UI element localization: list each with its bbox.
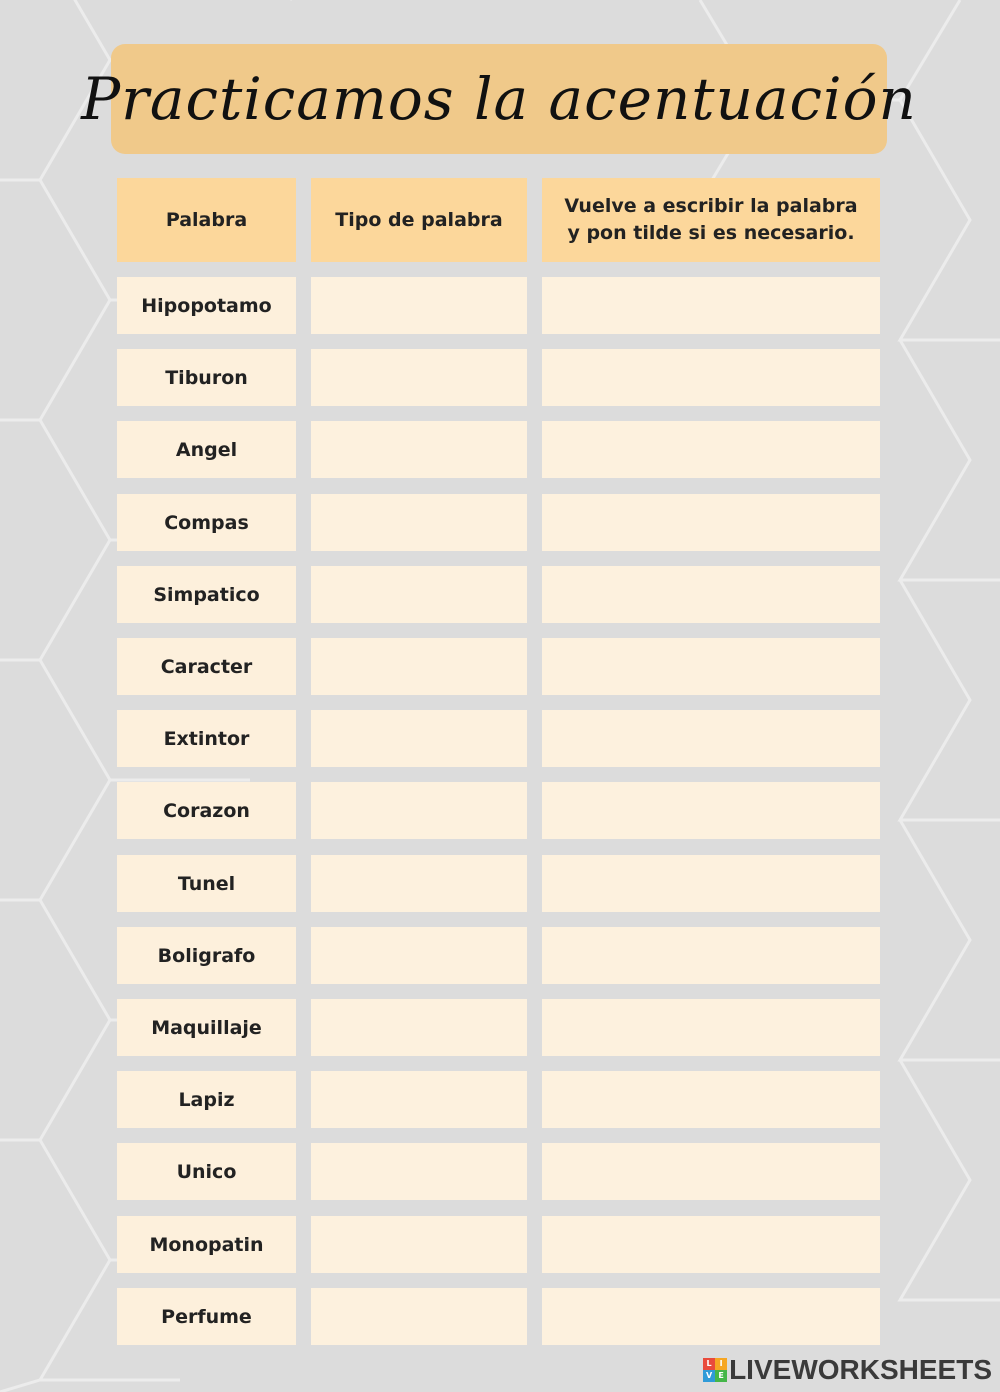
tipo-de-palabra-input[interactable] <box>311 494 527 551</box>
word-cell: Lapiz <box>117 1071 296 1128</box>
word-cell: Perfume <box>117 1288 296 1345</box>
word-cell: Simpatico <box>117 566 296 623</box>
liveworksheets-brand <box>703 1354 992 1386</box>
tipo-de-palabra-input[interactable] <box>311 349 527 406</box>
tipo-de-palabra-input[interactable] <box>311 277 527 334</box>
word-cell: Monopatin <box>117 1216 296 1273</box>
word-cell: Caracter <box>117 638 296 695</box>
tipo-de-palabra-input[interactable] <box>311 927 527 984</box>
tipo-de-palabra-input[interactable] <box>311 710 527 767</box>
tipo-de-palabra-input[interactable] <box>311 1288 527 1345</box>
tipo-de-palabra-input[interactable] <box>311 566 527 623</box>
word-cell: Compas <box>117 494 296 551</box>
word-cell: Tiburon <box>117 349 296 406</box>
word-cell: Extintor <box>117 710 296 767</box>
tipo-de-palabra-input[interactable] <box>311 782 527 839</box>
header-reescribir: Vuelve a escribir la palabra y pon tilde si es necesario. <box>542 178 880 262</box>
rewrite-word-input[interactable] <box>542 927 880 984</box>
word-cell: Tunel <box>117 855 296 912</box>
page-title: Practicamos la acentuación <box>81 65 917 133</box>
word-cell: Maquillaje <box>117 999 296 1056</box>
rewrite-word-input[interactable] <box>542 277 880 334</box>
tipo-de-palabra-input[interactable] <box>311 1143 527 1200</box>
tipo-de-palabra-input[interactable] <box>311 999 527 1056</box>
rewrite-word-input[interactable] <box>542 421 880 478</box>
rewrite-word-input[interactable] <box>542 494 880 551</box>
header-tipo-de-palabra: Tipo de palabra <box>311 178 527 262</box>
rewrite-word-input[interactable] <box>542 1143 880 1200</box>
rewrite-word-input[interactable] <box>542 566 880 623</box>
rewrite-word-input[interactable] <box>542 1288 880 1345</box>
tipo-de-palabra-input[interactable] <box>311 1216 527 1273</box>
tipo-de-palabra-input[interactable] <box>311 855 527 912</box>
word-cell: Angel <box>117 421 296 478</box>
rewrite-word-input[interactable] <box>542 710 880 767</box>
title-banner <box>81 44 917 154</box>
brand-text: LIVEWORKSHEETS <box>729 1354 992 1385</box>
tipo-de-palabra-input[interactable] <box>311 638 527 695</box>
word-cell: Unico <box>117 1143 296 1200</box>
tipo-de-palabra-input[interactable] <box>311 1071 527 1128</box>
header-palabra: Palabra <box>117 178 296 262</box>
rewrite-word-input[interactable] <box>542 999 880 1056</box>
rewrite-word-input[interactable] <box>542 782 880 839</box>
word-cell: Hipopotamo <box>117 277 296 334</box>
rewrite-word-input[interactable] <box>542 1216 880 1273</box>
liveworksheets-logo-icon: L I V E <box>703 1358 727 1382</box>
rewrite-word-input[interactable] <box>542 638 880 695</box>
rewrite-word-input[interactable] <box>542 349 880 406</box>
tipo-de-palabra-input[interactable] <box>311 421 527 478</box>
word-cell: Corazon <box>117 782 296 839</box>
word-cell: Boligrafo <box>117 927 296 984</box>
rewrite-word-input[interactable] <box>542 855 880 912</box>
rewrite-word-input[interactable] <box>542 1071 880 1128</box>
